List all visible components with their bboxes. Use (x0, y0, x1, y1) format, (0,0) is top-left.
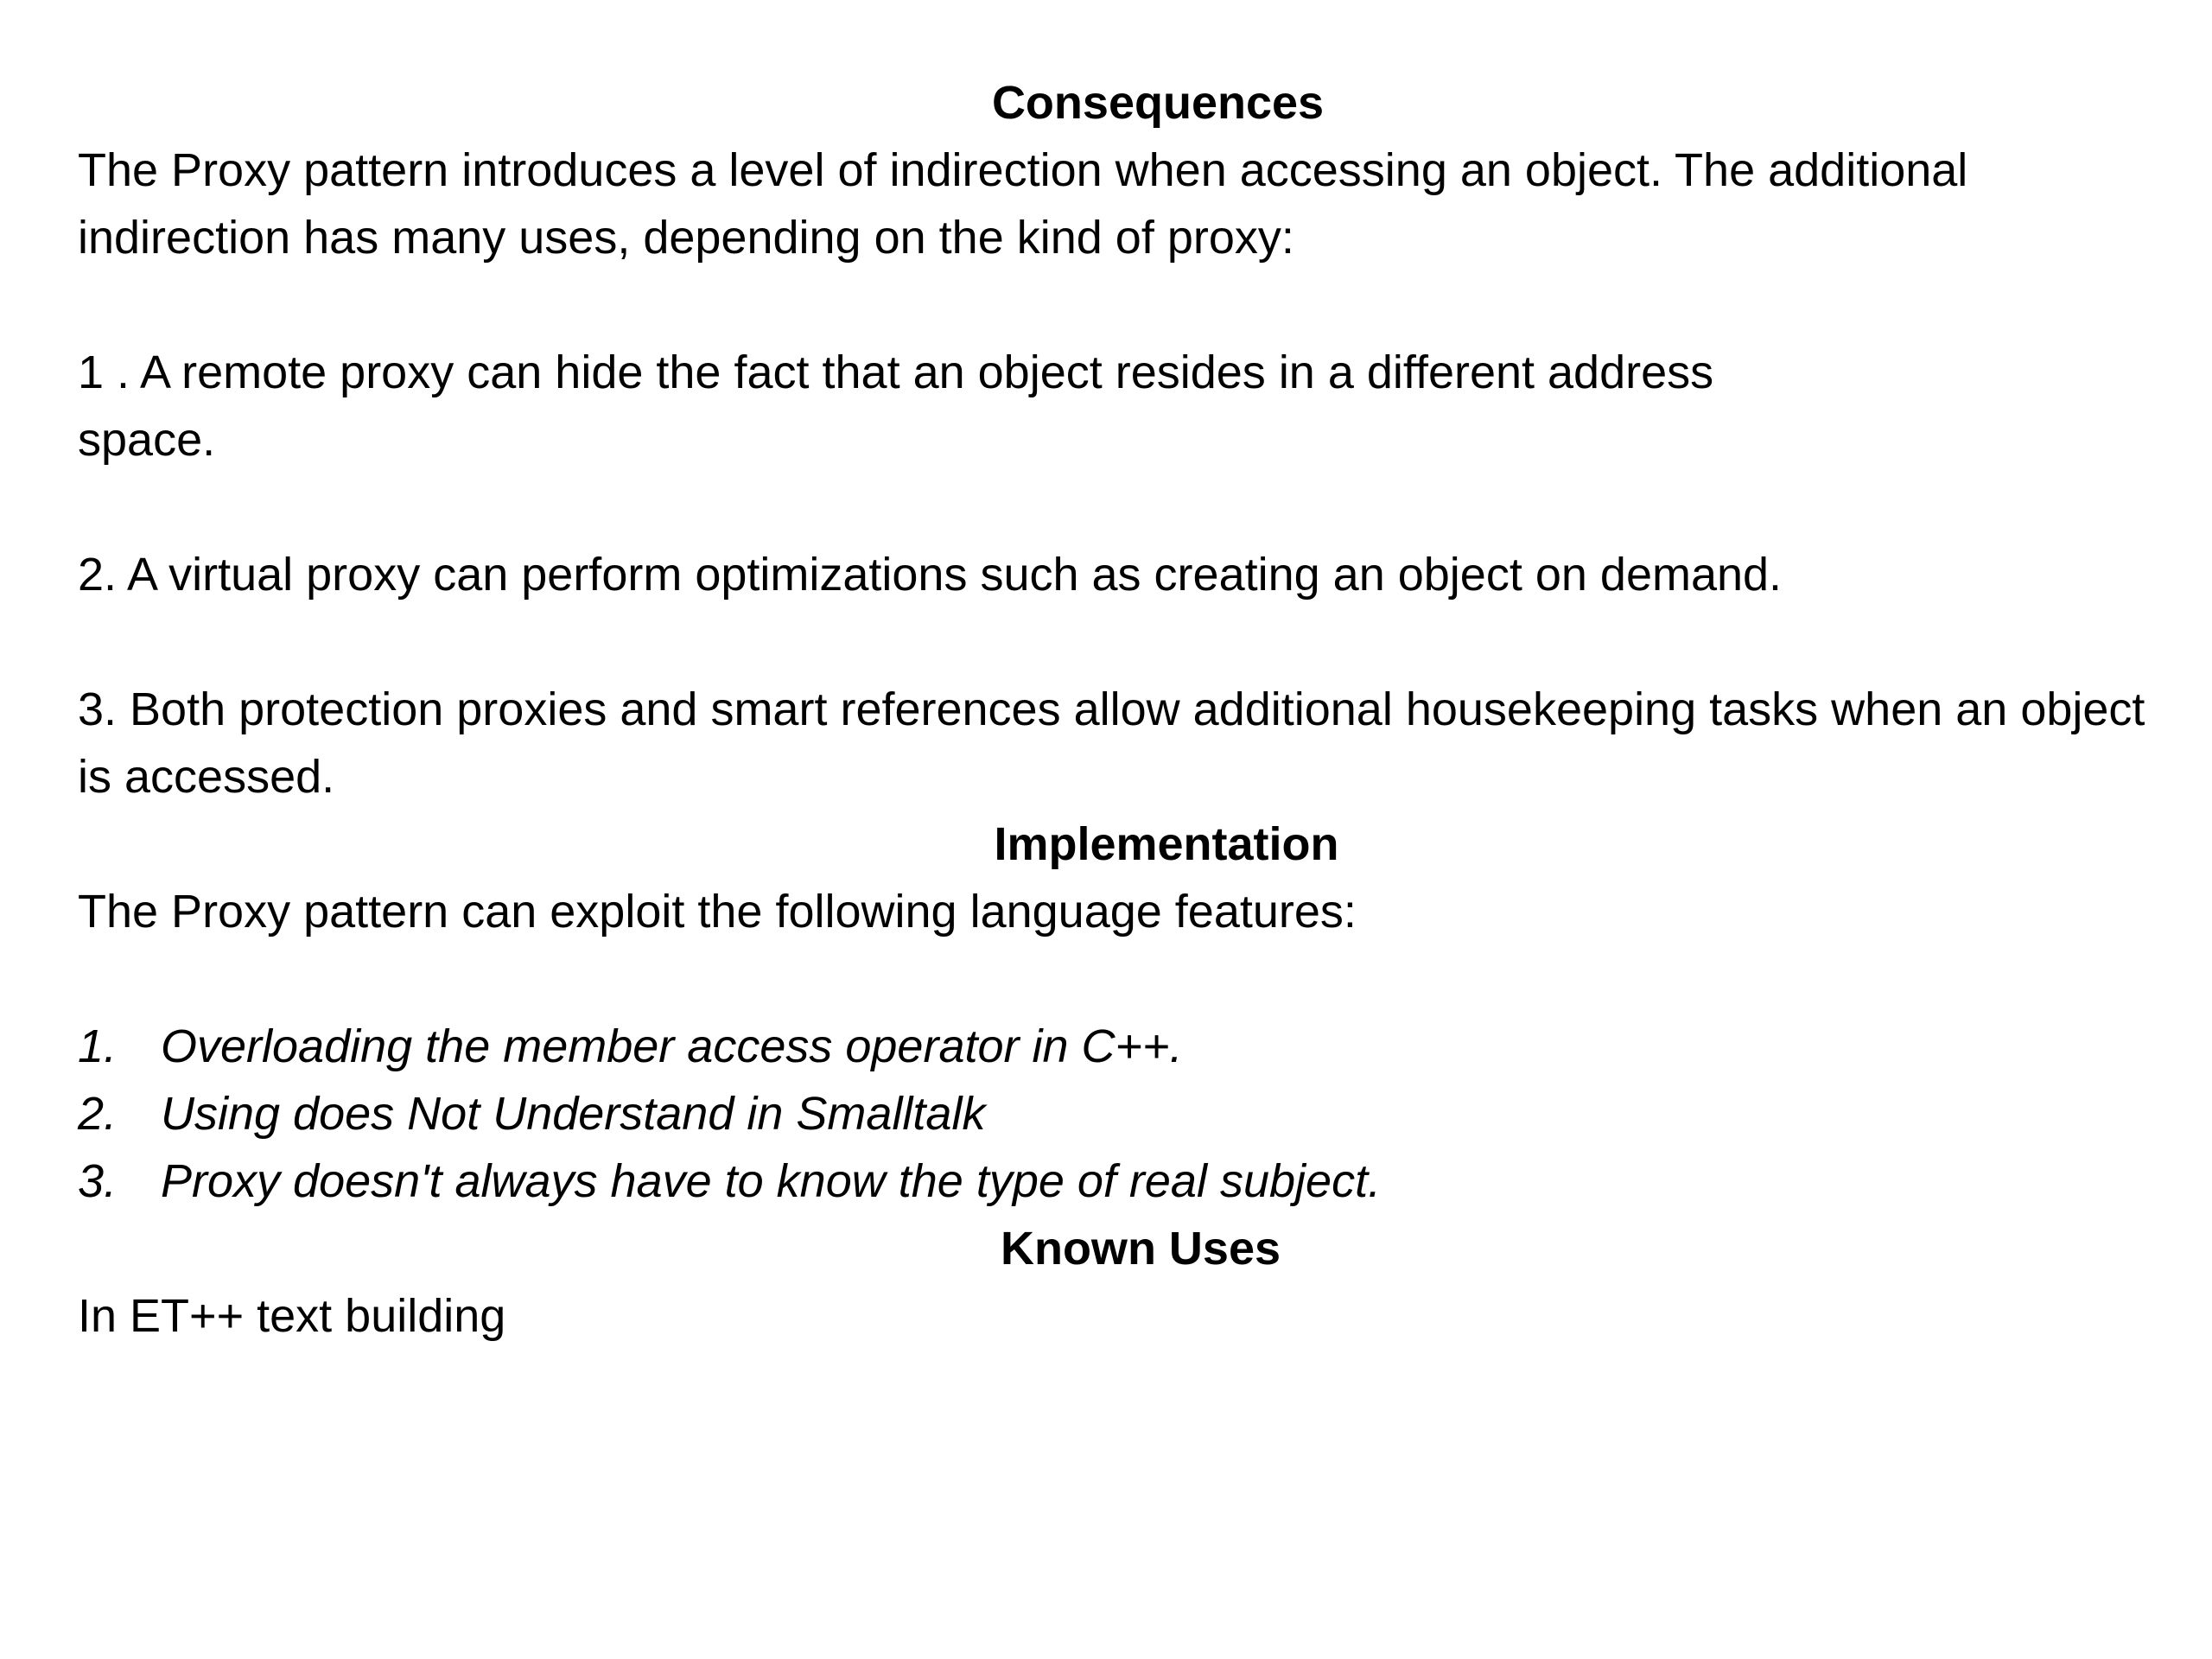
list-item-number: 1. (78, 1020, 118, 1072)
list-item (78, 1080, 2169, 1147)
spacer (78, 945, 2169, 1013)
spacer (78, 271, 2169, 339)
spacer (78, 608, 2169, 676)
consequences-heading: Consequences (991, 77, 1325, 129)
known-uses-heading: Known Uses (1000, 1223, 1281, 1274)
consequence-item-2: 2. A virtual proxy can perform optimizations such as creating an object on demand. (78, 549, 1783, 601)
spacer (78, 474, 2169, 541)
implementation-heading: Implementation (994, 818, 1339, 870)
consequence-item-1-line-1: 1 . A remote proxy can hide the fact that an object resides in a different address (78, 346, 1714, 398)
list-item-number: 2. (78, 1088, 118, 1140)
consequence-item-1-line-2: space. (78, 414, 216, 466)
list-item (78, 1013, 2169, 1080)
list-item-number: 3. (78, 1155, 118, 1207)
list-item-text: Overloading the member access operator in C++. (161, 1020, 1183, 1072)
list-item-text: Proxy doesn't always have to know the type of real subject. (161, 1155, 1382, 1207)
consequence-item-3: 3. Both protection proxies and smart references allow additional housekeeping tasks when an object is accessed. (78, 683, 2145, 803)
document-page (78, 69, 2169, 1350)
consequences-intro: The Proxy pattern introduces a level of indirection when accessing an object. The additional indirection has many uses, depending on the kind of proxy: (78, 144, 1968, 264)
list-item (78, 1147, 2169, 1215)
list-item-text: Using does Not Understand in Smalltalk (161, 1088, 986, 1140)
implementation-intro: The Proxy pattern can exploit the following language features: (78, 886, 1357, 938)
implementation-list (78, 1013, 2169, 1215)
known-uses-text: In ET++ text building (78, 1290, 506, 1342)
